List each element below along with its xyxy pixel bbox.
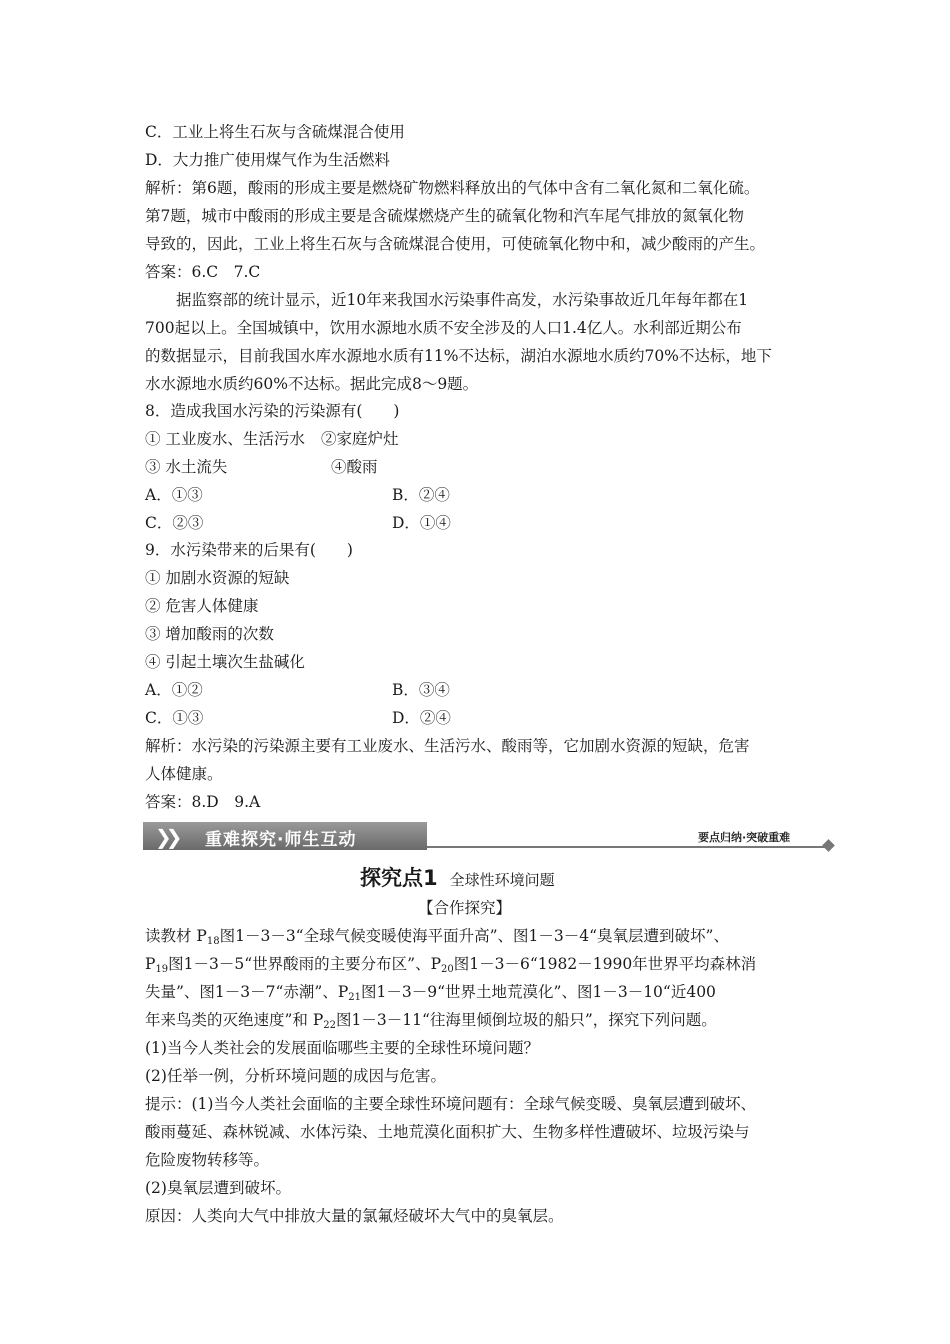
section-label: 探究点1 bbox=[360, 866, 438, 890]
question-line: (1)当今人类社会的发展面临哪些主要的全球性环境问题？ bbox=[145, 1039, 539, 1057]
q8-option-a: A．①③ bbox=[145, 486, 203, 504]
section-banner bbox=[143, 822, 833, 850]
analysis-line: 解析：水污染的污染源主要有工业废水、生活污水、酸雨等，它加剧水资源的短缺，危害 bbox=[145, 737, 750, 755]
section-heading bbox=[360, 862, 555, 892]
q8-options-row1 bbox=[145, 485, 645, 505]
analysis-line: 第7题，城市中酸雨的形成主要是含硫煤燃烧产生的硫氧化物和汽车尾气排放的氮氧化物 bbox=[145, 207, 744, 225]
page-subscript: 22 bbox=[323, 1020, 337, 1031]
page-subscript: 20 bbox=[441, 964, 454, 975]
double-chevron-icon: ❯❯ bbox=[155, 825, 177, 849]
intro-text: 图1－3－9“世界土地荒漠化”、图1－3－10“近400 bbox=[361, 983, 716, 1001]
q8-item4: ④酸雨 bbox=[331, 458, 378, 476]
analysis-line: 解析：第6题，酸雨的形成主要是燃烧矿物燃料释放出的气体中含有二氧化氮和二氧化硫。 bbox=[145, 179, 760, 197]
intro-line bbox=[145, 926, 729, 952]
q9-option-b: B．③④ bbox=[392, 681, 450, 699]
q9-option-d: D．②④ bbox=[392, 709, 451, 727]
q8-option-c: C．②③ bbox=[145, 514, 204, 532]
page-subscript: 18 bbox=[206, 936, 220, 947]
analysis-line: 导致的，因此，工业上将生石灰与含硫煤混合使用，可使硫氧化物中和，减少酸雨的产生。 bbox=[145, 235, 766, 253]
q9-item: ④ 引起土壤次生盐碱化 bbox=[145, 653, 305, 671]
hint-line: 提示：(1)当今人类社会面临的主要全球性环境问题有：全球气候变暖、臭氧层遭到破坏、 bbox=[145, 1095, 756, 1113]
q8-item1: ① 工业废水、生活污水 bbox=[145, 430, 305, 448]
q9-option-c: C．①③ bbox=[145, 709, 204, 727]
question-line: (2)任举一例，分析环境问题的成因与危害。 bbox=[145, 1067, 446, 1085]
answer-line: 答案：8.D 9.A bbox=[145, 793, 261, 811]
option-c: C．工业上将生石灰与含硫煤混合使用 bbox=[145, 123, 405, 141]
banner-subtitle: 要点归纳·突破重难 bbox=[698, 831, 791, 844]
intro-line bbox=[145, 1010, 717, 1036]
q8-option-d: D．①④ bbox=[392, 514, 451, 532]
intro-text: 年来鸟类的灭绝速度”和 P bbox=[145, 1011, 324, 1029]
intro-text: P bbox=[145, 955, 156, 973]
banner-title: 重难探究·师生互动 bbox=[205, 830, 357, 850]
passage-line: 的数据显示，目前我国水库水源地水质有11%不达标，湖泊水源地水质约70%不达标，地下 bbox=[145, 347, 772, 365]
banner-bar bbox=[143, 822, 427, 850]
q8-item3: ③ 水土流失 bbox=[145, 458, 228, 476]
intro-text: 失量”、图1－3－7“赤潮”、P bbox=[145, 983, 349, 1001]
q9-option-a: A．①② bbox=[145, 681, 203, 699]
hint-line: (2)臭氧层遭到破坏。 bbox=[145, 1179, 291, 1197]
intro-text: 图1－3－11“往海里倾倒垃圾的船只”，探究下列问题。 bbox=[336, 1011, 717, 1029]
passage-line: 700起以上。全国城镇中，饮用水源地水质不安全涉及的人口1.4亿人。水利部近期公布 bbox=[145, 319, 742, 337]
intro-text: 图1－3－3“全球气候变暖使海平面升高”、图1－3－4“臭氧层遭到破坏”、 bbox=[219, 927, 729, 945]
section-title: 全球性环境问题 bbox=[449, 871, 555, 889]
q8-item2: ②家庭炉灶 bbox=[320, 430, 399, 448]
q8-stem: 8．造成我国水污染的污染源有( ) bbox=[145, 402, 400, 420]
q9-item: ① 加剧水资源的短缺 bbox=[145, 569, 290, 587]
banner-rule bbox=[427, 846, 829, 848]
q8-items-row2 bbox=[145, 457, 378, 477]
q8-option-b: B．②④ bbox=[392, 486, 450, 504]
q8-items-row1 bbox=[145, 429, 398, 449]
intro-text: 图1－3－6“1982－1990年世界平均森林消 bbox=[453, 955, 757, 973]
q9-options-row2 bbox=[145, 708, 645, 728]
q9-item: ② 危害人体健康 bbox=[145, 597, 259, 615]
q8-options-row2 bbox=[145, 513, 645, 533]
intro-text: 图1－3－5“世界酸雨的主要分布区”、P bbox=[168, 955, 442, 973]
passage-line: 据监察部的统计显示，近10年来我国水污染事件高发，水污染事故近几年每年都在1 bbox=[176, 291, 749, 309]
analysis-line: 人体健康。 bbox=[145, 765, 223, 783]
page-subscript: 21 bbox=[348, 992, 362, 1003]
intro-line bbox=[145, 954, 756, 980]
q9-options-row1 bbox=[145, 680, 645, 700]
subheading: 【合作探究】 bbox=[418, 899, 512, 917]
option-d: D．大力推广使用煤气作为生活燃料 bbox=[145, 151, 390, 169]
q9-item: ③ 增加酸雨的次数 bbox=[145, 625, 274, 643]
hint-line: 酸雨蔓延、森林锐减、水体污染、土地荒漠化面积扩大、生物多样性遭破坏、垃圾污染与 bbox=[145, 1123, 750, 1141]
answer-line: 答案：6.C 7.C bbox=[145, 263, 261, 281]
passage-line: 水水源地水质约60%不达标。据此完成8～9题。 bbox=[145, 375, 479, 393]
page-subscript: 19 bbox=[155, 964, 169, 975]
diamond-icon bbox=[822, 839, 835, 852]
intro-text: 读教材 P bbox=[145, 927, 207, 945]
intro-line bbox=[145, 982, 716, 1008]
q9-stem: 9．水污染带来的后果有( ) bbox=[145, 541, 353, 559]
hint-line: 原因：人类向大气中排放大量的氯氟烃破坏大气中的臭氧层。 bbox=[145, 1207, 564, 1225]
hint-line: 危险废物转移等。 bbox=[145, 1151, 270, 1169]
